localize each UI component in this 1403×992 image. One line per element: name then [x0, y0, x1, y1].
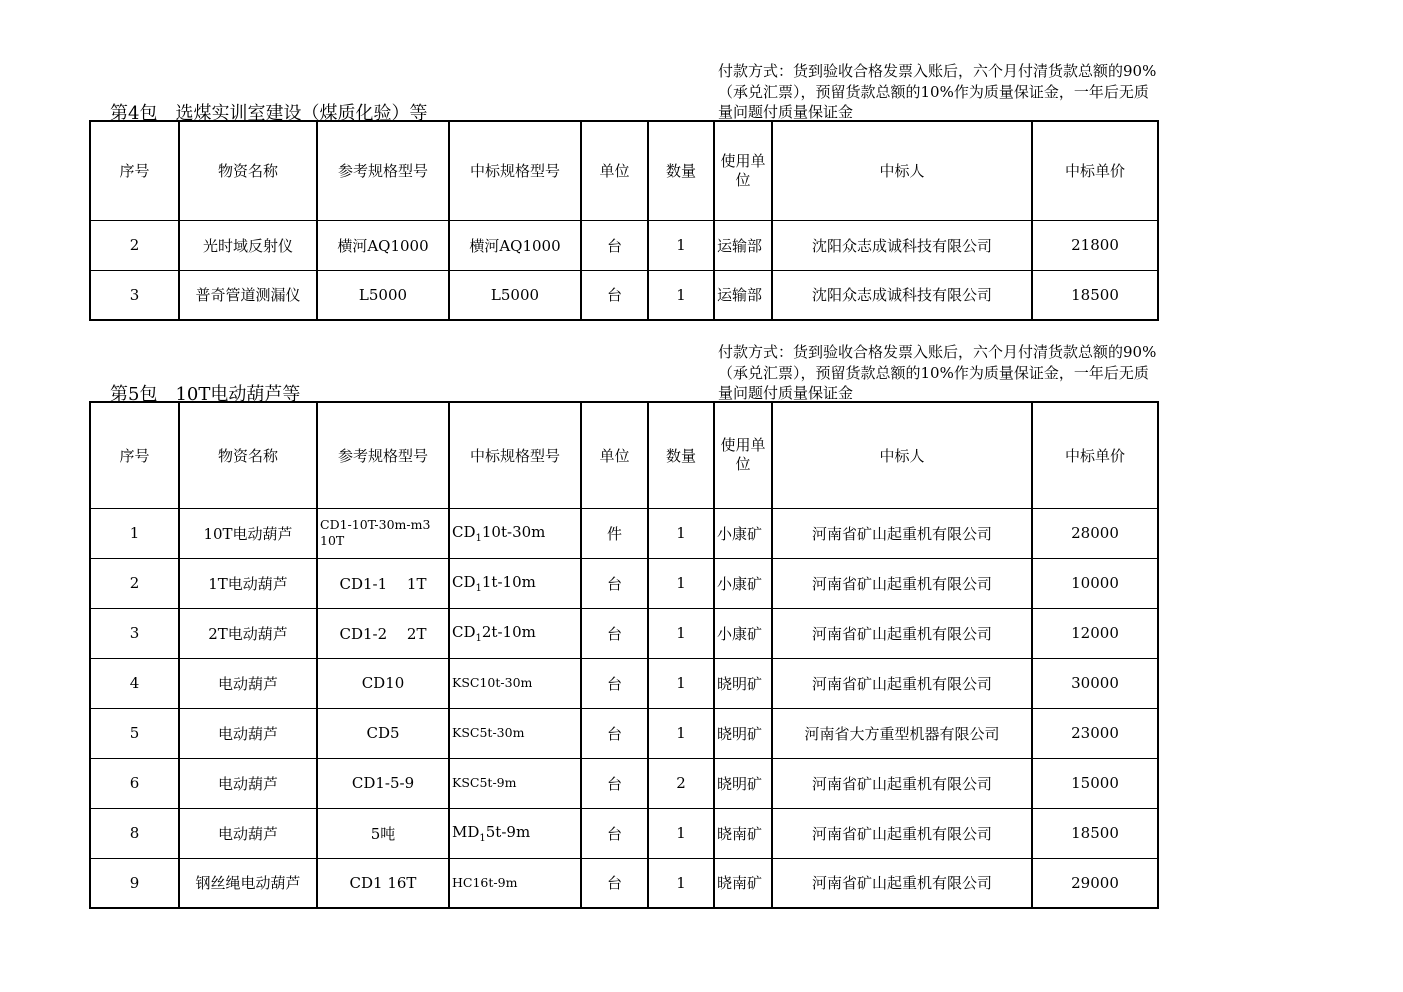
header-no: 序号	[90, 121, 179, 220]
package4-header-row	[90, 121, 1158, 220]
cell-price: 12000	[1032, 608, 1158, 658]
cell-bid-model	[449, 608, 581, 658]
cell-no: 2	[90, 220, 179, 270]
cell-qty: 1	[648, 858, 714, 908]
cell-bid-model	[449, 808, 581, 858]
cell-name: 钢丝绳电动葫芦	[179, 858, 317, 908]
package5-title: 第5包 10T电动葫芦等	[110, 384, 301, 405]
cell-qty: 1	[648, 558, 714, 608]
header-ref-model: 参考规格型号	[317, 402, 449, 508]
cell-ref-model: CD5	[317, 708, 449, 758]
cell-qty: 1	[648, 808, 714, 858]
header-name: 物资名称	[179, 402, 317, 508]
bid-model-subscript: 1	[475, 632, 482, 644]
cell-ref-model: CD10	[317, 658, 449, 708]
cell-winner: 沈阳众志成诚科技有限公司	[772, 220, 1032, 270]
bid-model-subscript: 1	[475, 532, 482, 544]
header-winner: 中标人	[772, 121, 1032, 220]
cell-bid-model: KSC5t-30m	[449, 708, 581, 758]
bid-model-suffix: 2t-10m	[481, 622, 536, 641]
cell-qty: 1	[648, 270, 714, 320]
cell-winner: 沈阳众志成诚科技有限公司	[772, 270, 1032, 320]
bid-model-prefix: CD	[452, 622, 476, 641]
header-bid-model: 中标规格型号	[449, 402, 581, 508]
cell-dept: 小康矿	[714, 558, 772, 608]
cell-dept: 晓明矿	[714, 708, 772, 758]
cell-ref-model: 横河AQ1000	[317, 220, 449, 270]
header-qty: 数量	[648, 402, 714, 508]
package5-table	[89, 401, 1159, 909]
cell-no: 2	[90, 558, 179, 608]
cell-ref-model: 5吨	[317, 808, 449, 858]
header-dept: 使用单位	[714, 121, 772, 220]
cell-no: 5	[90, 708, 179, 758]
package5-header-row	[90, 402, 1158, 508]
table-row	[90, 758, 1158, 808]
bid-model-prefix: MD	[452, 822, 480, 841]
cell-winner: 河南省矿山起重机有限公司	[772, 658, 1032, 708]
cell-bid-model: KSC10t-30m	[449, 658, 581, 708]
table-row	[90, 220, 1158, 270]
cell-ref-model: CD1-5-9	[317, 758, 449, 808]
cell-price: 15000	[1032, 758, 1158, 808]
header-dept: 使用单位	[714, 402, 772, 508]
cell-no: 3	[90, 270, 179, 320]
cell-qty: 1	[648, 508, 714, 558]
cell-name: 10T电动葫芦	[179, 508, 317, 558]
cell-winner: 河南省矿山起重机有限公司	[772, 758, 1032, 808]
cell-ref-model: CD1-2 2T	[317, 608, 449, 658]
header-bid-model: 中标规格型号	[449, 121, 581, 220]
cell-name: 电动葫芦	[179, 808, 317, 858]
header-name: 物资名称	[179, 121, 317, 220]
cell-unit: 件	[581, 508, 648, 558]
cell-dept: 运输部	[714, 270, 772, 320]
cell-qty: 1	[648, 658, 714, 708]
table-row	[90, 658, 1158, 708]
cell-no: 3	[90, 608, 179, 658]
cell-unit: 台	[581, 708, 648, 758]
cell-ref-model: CD1-1 1T	[317, 558, 449, 608]
cell-ref-model: CD1-10T-30m-m3 10T	[317, 508, 449, 558]
table-row	[90, 558, 1158, 608]
cell-unit: 台	[581, 858, 648, 908]
cell-price: 29000	[1032, 858, 1158, 908]
header-unit: 单位	[581, 121, 648, 220]
cell-winner: 河南省矿山起重机有限公司	[772, 508, 1032, 558]
cell-qty: 1	[648, 708, 714, 758]
cell-no: 4	[90, 658, 179, 708]
cell-dept: 小康矿	[714, 508, 772, 558]
package4-payment-note: 付款方式：货到验收合格发票入账后，六个月付清货款总额的90%（承兑汇票），预留货款总额的10%作为质量保证金，一年后无质量问题付质量保证金	[718, 62, 1157, 121]
cell-winner: 河南省矿山起重机有限公司	[772, 558, 1032, 608]
package4-title: 第4包 选煤实训室建设（煤质化验）等	[110, 103, 428, 124]
cell-unit: 台	[581, 558, 648, 608]
cell-bid-model	[449, 558, 581, 608]
cell-no: 8	[90, 808, 179, 858]
cell-bid-model: KSC5t-9m	[449, 758, 581, 808]
cell-name: 2T电动葫芦	[179, 608, 317, 658]
cell-bid-model: 横河AQ1000	[449, 220, 581, 270]
cell-price: 10000	[1032, 558, 1158, 608]
cell-qty: 1	[648, 220, 714, 270]
cell-name: 电动葫芦	[179, 658, 317, 708]
cell-dept: 晓明矿	[714, 658, 772, 708]
cell-price: 18500	[1032, 270, 1158, 320]
header-no: 序号	[90, 402, 179, 508]
cell-price: 18500	[1032, 808, 1158, 858]
cell-winner: 河南省矿山起重机有限公司	[772, 858, 1032, 908]
cell-no: 9	[90, 858, 179, 908]
cell-no: 6	[90, 758, 179, 808]
package5-payment-note: 付款方式：货到验收合格发票入账后，六个月付清货款总额的90%（承兑汇票），预留货款总额的10%作为质量保证金，一年后无质量问题付质量保证金	[718, 343, 1157, 402]
cell-price: 23000	[1032, 708, 1158, 758]
header-qty: 数量	[648, 121, 714, 220]
header-unit: 单位	[581, 402, 648, 508]
bid-model-suffix: 10t-30m	[481, 522, 546, 541]
cell-ref-model: CD1 16T	[317, 858, 449, 908]
header-winner: 中标人	[772, 402, 1032, 508]
cell-bid-model: L5000	[449, 270, 581, 320]
cell-name: 普奇管道测漏仪	[179, 270, 317, 320]
cell-name: 光时域反射仪	[179, 220, 317, 270]
bid-model-prefix: CD	[452, 572, 476, 591]
cell-unit: 台	[581, 758, 648, 808]
header-price: 中标单价	[1032, 402, 1158, 508]
cell-dept: 晓南矿	[714, 808, 772, 858]
cell-price: 21800	[1032, 220, 1158, 270]
cell-name: 电动葫芦	[179, 758, 317, 808]
cell-price: 30000	[1032, 658, 1158, 708]
table-row	[90, 508, 1158, 558]
cell-dept: 晓南矿	[714, 858, 772, 908]
table-row	[90, 708, 1158, 758]
table-row	[90, 270, 1158, 320]
cell-dept: 晓明矿	[714, 758, 772, 808]
cell-winner: 河南省矿山起重机有限公司	[772, 808, 1032, 858]
cell-unit: 台	[581, 270, 648, 320]
bid-model-subscript: 1	[475, 582, 482, 594]
bid-model-subscript: 1	[479, 832, 486, 844]
cell-bid-model	[449, 508, 581, 558]
cell-unit: 台	[581, 608, 648, 658]
cell-qty: 2	[648, 758, 714, 808]
cell-unit: 台	[581, 220, 648, 270]
package4-table	[89, 120, 1159, 321]
cell-winner: 河南省矿山起重机有限公司	[772, 608, 1032, 658]
cell-qty: 1	[648, 608, 714, 658]
cell-name: 电动葫芦	[179, 708, 317, 758]
cell-no: 1	[90, 508, 179, 558]
cell-dept: 小康矿	[714, 608, 772, 658]
table-row	[90, 808, 1158, 858]
cell-price: 28000	[1032, 508, 1158, 558]
bid-model-suffix: 5t-9m	[485, 822, 531, 841]
bid-model-suffix: 1t-10m	[481, 572, 536, 591]
cell-name: 1T电动葫芦	[179, 558, 317, 608]
cell-ref-model: L5000	[317, 270, 449, 320]
header-price: 中标单价	[1032, 121, 1158, 220]
cell-unit: 台	[581, 658, 648, 708]
cell-winner: 河南省大方重型机器有限公司	[772, 708, 1032, 758]
cell-unit: 台	[581, 808, 648, 858]
table-row	[90, 608, 1158, 658]
cell-dept: 运输部	[714, 220, 772, 270]
cell-bid-model: HC16t-9m	[449, 858, 581, 908]
header-ref-model: 参考规格型号	[317, 121, 449, 220]
table-row	[90, 858, 1158, 908]
bid-model-prefix: CD	[452, 522, 476, 541]
